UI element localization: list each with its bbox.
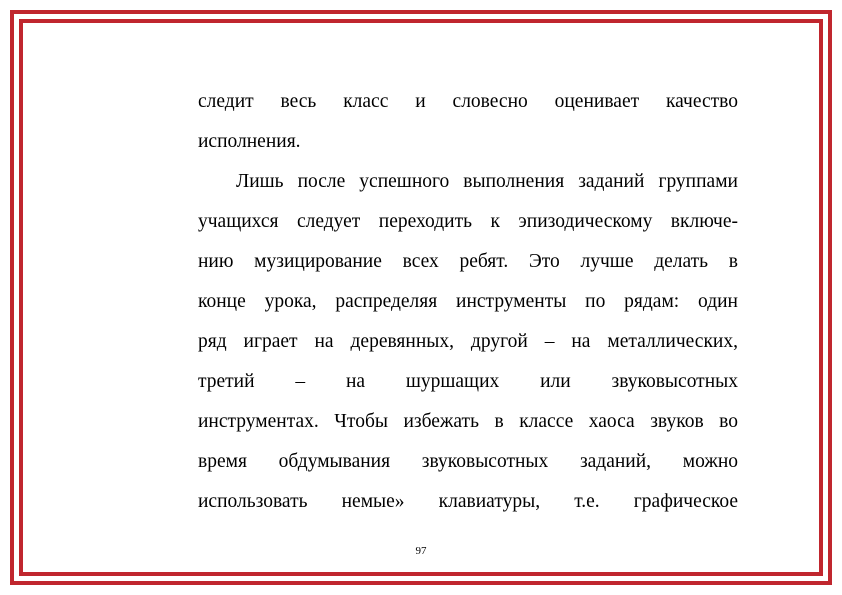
text-line: исполнения.: [198, 131, 301, 152]
text-line: ряд играет на деревянных, другой – на металлических,: [198, 331, 738, 352]
text-line: нию музицирование всех ребят. Это лучше делать в: [198, 251, 738, 272]
text-line: третий – на шуршащих или звуковысотных: [198, 371, 738, 392]
body-text: [198, 84, 738, 524]
text-line: время обдумывания звуковысотных заданий, можно: [198, 451, 738, 472]
text-line: учащихся следует переходить к эпизодическому включе-: [198, 211, 738, 232]
text-line: конце урока, распределяя инструменты по рядам: один: [198, 291, 738, 312]
text-line: инструментах. Чтобы избежать в классе хаоса звуков во: [198, 411, 738, 432]
text-line: использовать немые» клавиатуры, т.е. графическое: [198, 491, 738, 512]
page-number: 97: [415, 545, 427, 557]
text-line: Лишь после успешного выполнения заданий группами: [236, 171, 738, 192]
text-line: следит весь класс и словесно оценивает качество: [198, 91, 738, 112]
